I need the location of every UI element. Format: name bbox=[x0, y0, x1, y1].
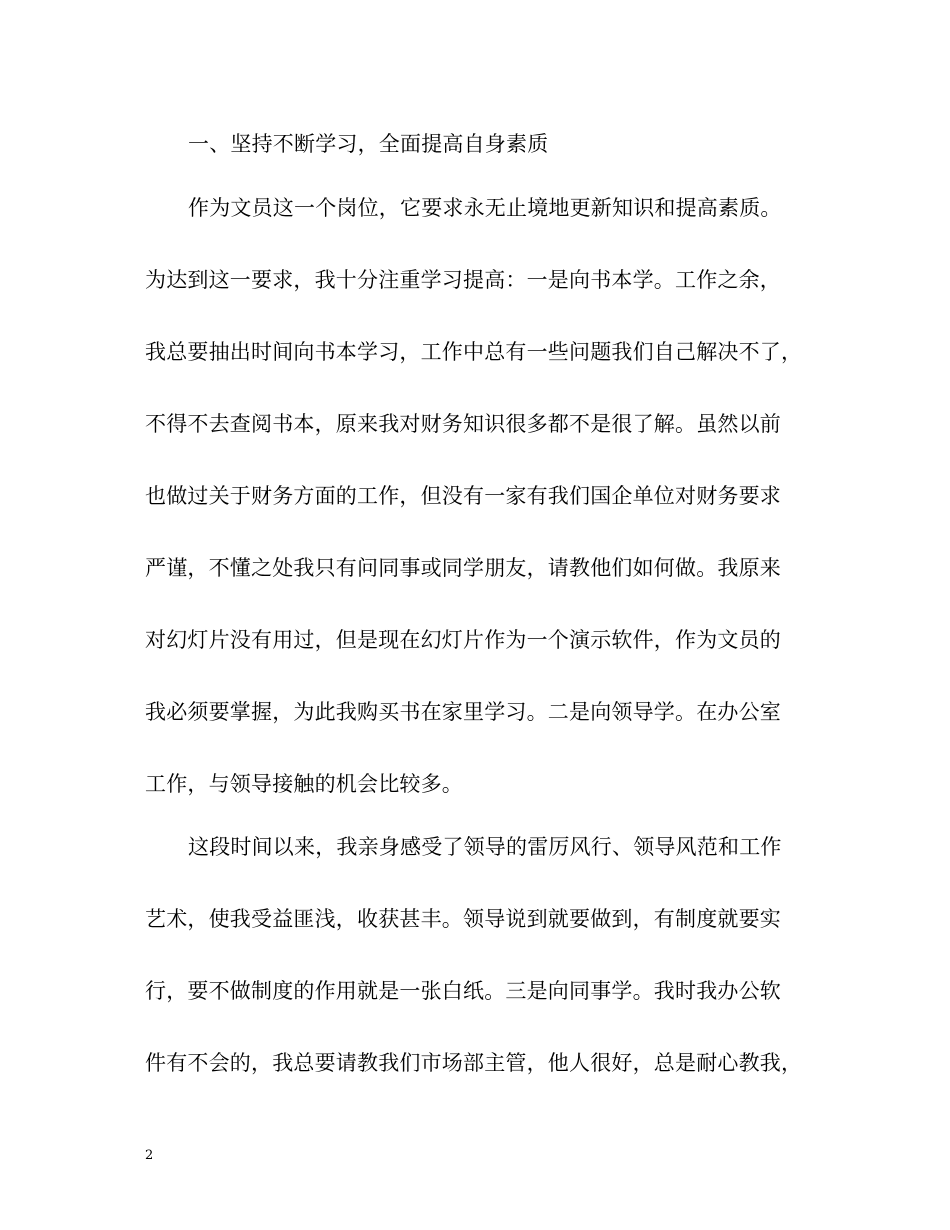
paragraph-line: 作为文员这一个岗位，它要求永无止境地更新知识和提高素质。 bbox=[188, 196, 782, 220]
paragraph-line: 对幻灯片没有用过，但是现在幻灯片作为一个演示软件，作为文员的 bbox=[145, 628, 781, 652]
paragraph-line: 严谨，不懂之处我只有问同事或同学朋友，请教他们如何做。我原来 bbox=[145, 556, 781, 580]
paragraph-line: 也做过关于财务方面的工作，但没有一家有我们国企单位对财务要求 bbox=[145, 484, 781, 508]
paragraph-line: 为达到这一要求，我十分注重学习提高：一是向书本学。工作之余， bbox=[145, 268, 781, 292]
page-number: 2 bbox=[145, 1148, 154, 1163]
section-heading: 一、坚持不断学习，全面提高自身素质 bbox=[188, 132, 549, 156]
paragraph-line: 件有不会的，我总要请教我们市场部主管，他人很好，总是耐心教我， bbox=[145, 1051, 803, 1075]
paragraph-line: 不得不去查阅书本，原来我对财务知识很多都不是很了解。虽然以前 bbox=[145, 412, 781, 436]
paragraph-line: 艺术，使我受益匪浅，收获甚丰。领导说到就要做到，有制度就要实 bbox=[145, 907, 781, 931]
paragraph-line: 这段时间以来，我亲身感受了领导的雷厉风行、领导风范和工作 bbox=[188, 835, 782, 859]
paragraph-line: 工作，与领导接触的机会比较多。 bbox=[145, 772, 463, 796]
paragraph-line: 我必须要掌握，为此我购买书在家里学习。二是向领导学。在办公室 bbox=[145, 700, 781, 724]
paragraph-line: 行，要不做制度的作用就是一张白纸。三是向同事学。我时我办公软 bbox=[145, 979, 781, 1003]
paragraph-line: 我总要抽出时间向书本学习，工作中总有一些问题我们自己解决不了， bbox=[145, 340, 803, 364]
